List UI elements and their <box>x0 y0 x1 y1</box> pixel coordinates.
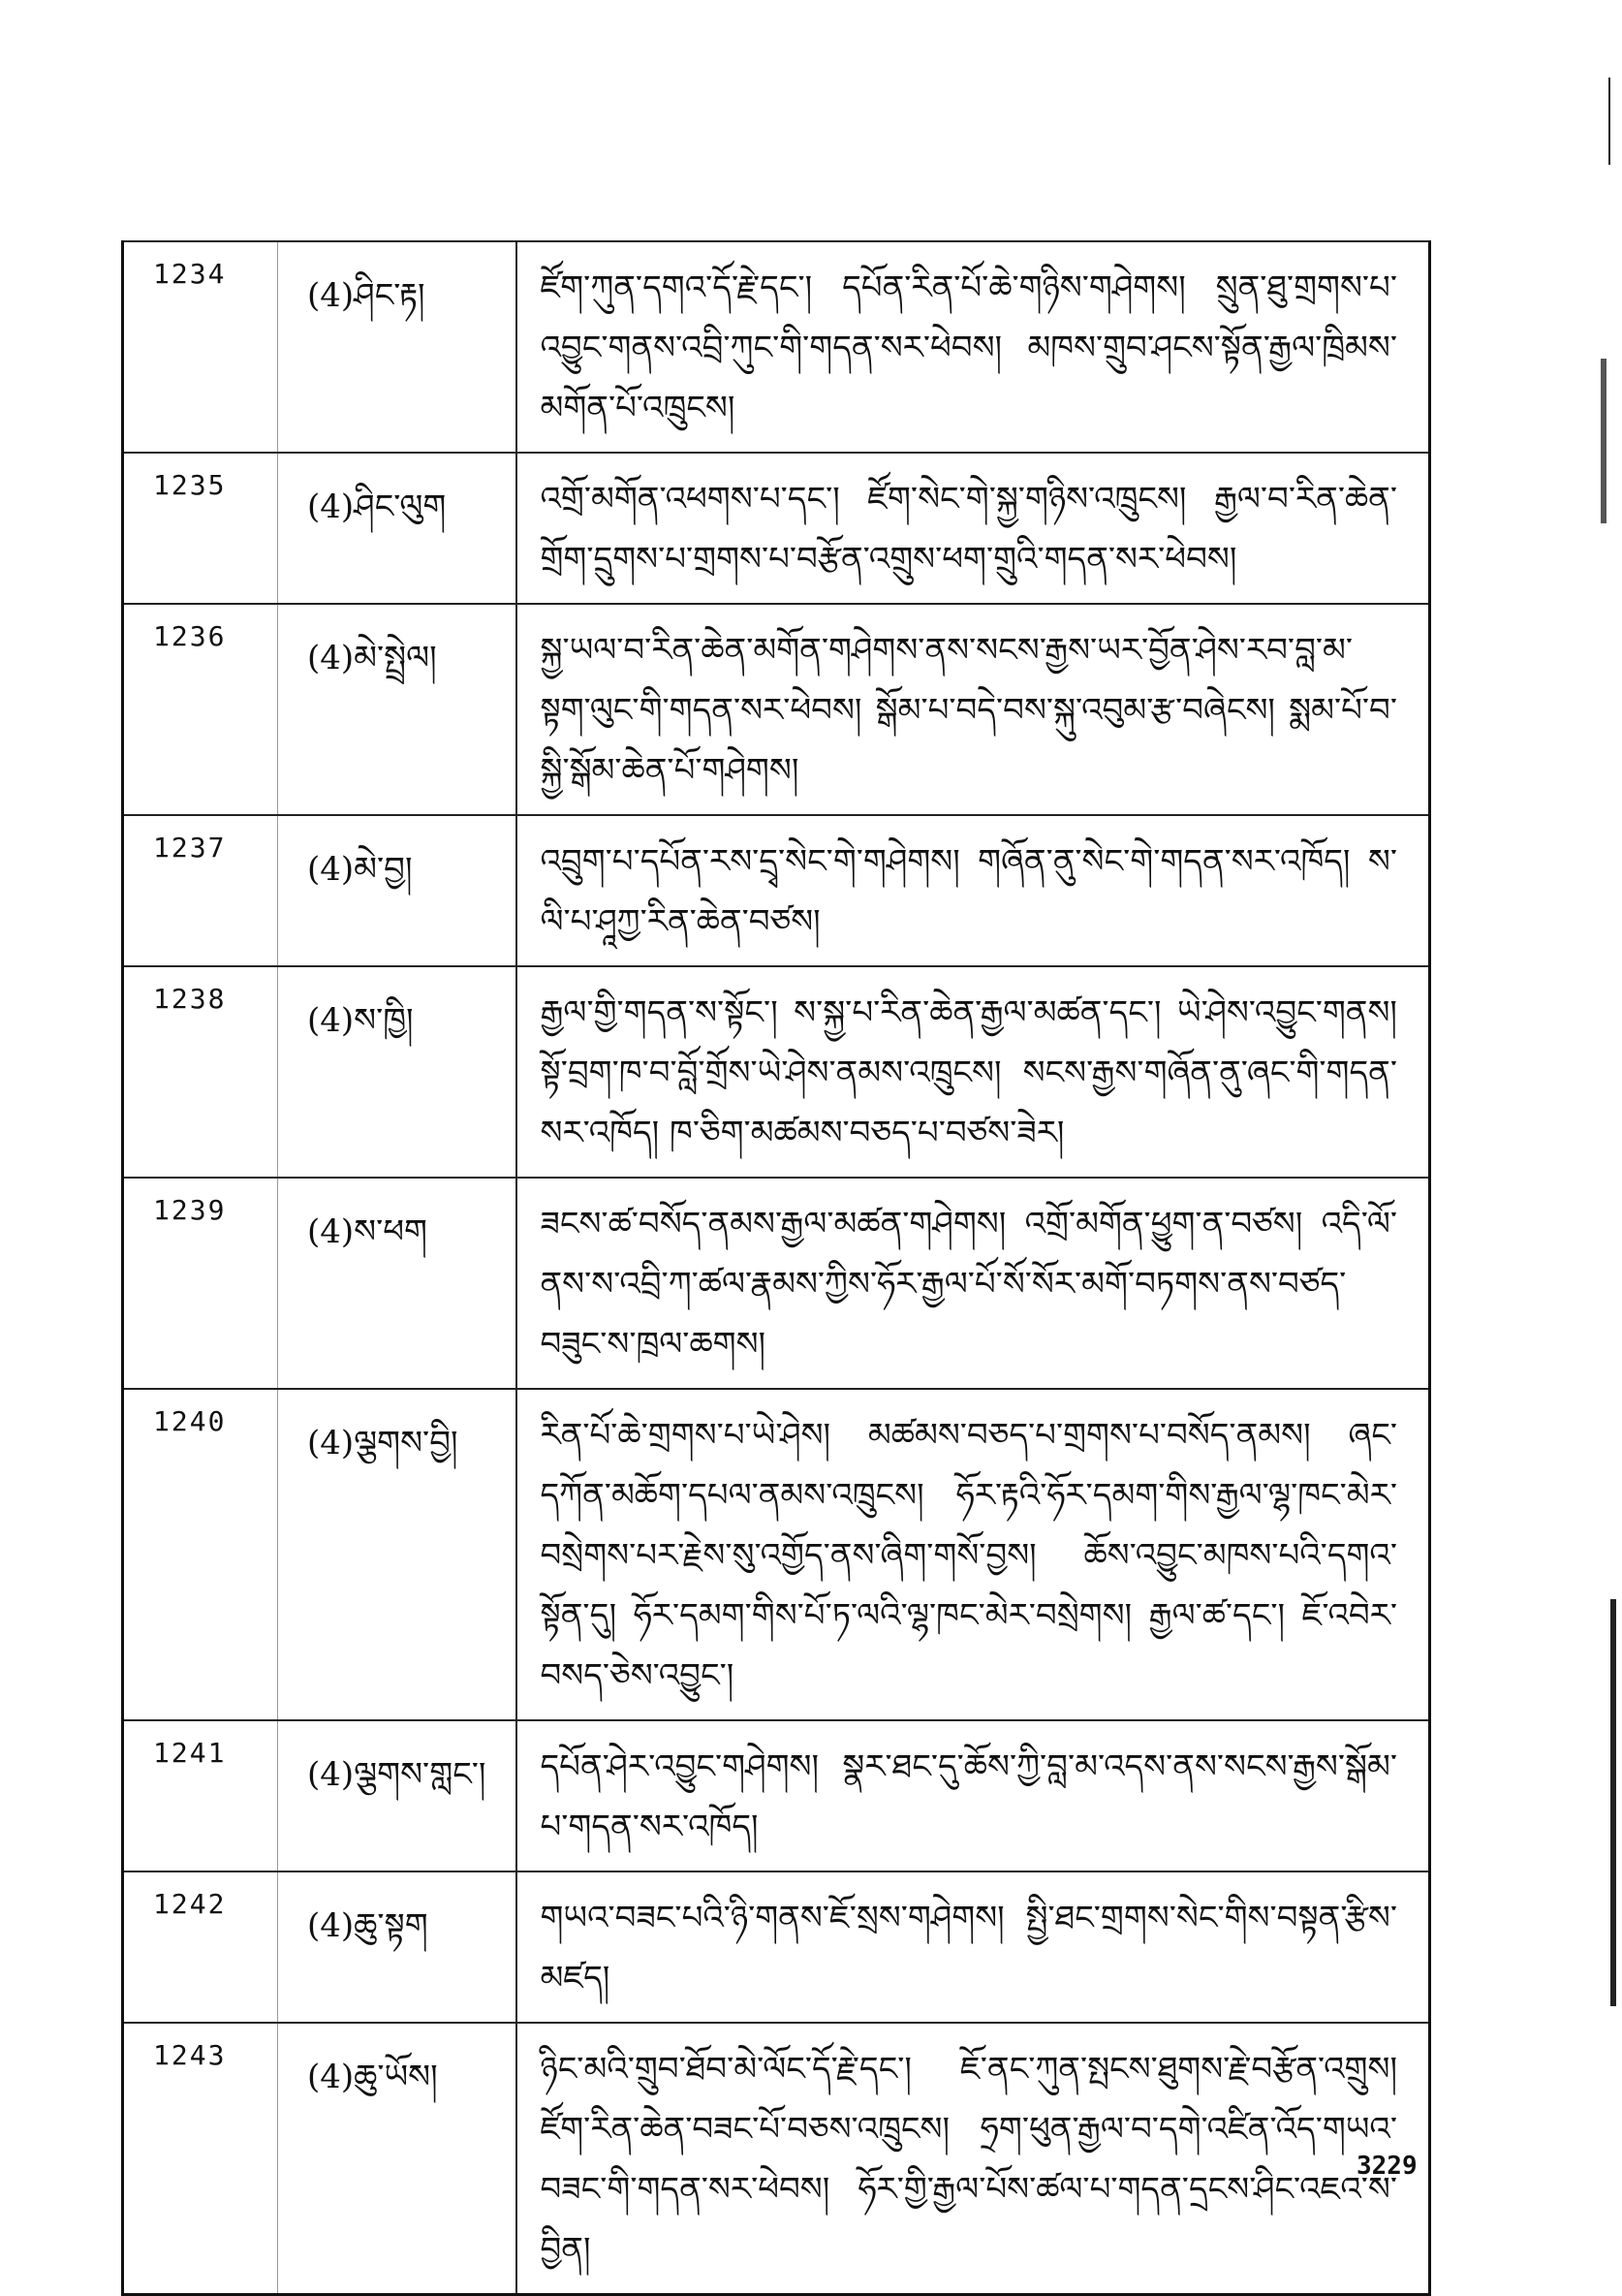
entry-description: རྒྱལ་གྱི་གདན་ས་སྟོང་། ས་སྐྱ་པ་རིན་ཆེན་རྒྱལ་མཚན་དང་། ཡེ་ཤེས་འབྱུང་གནས། སྟོ་བྲག་ཁ་བ་བློ་གྲོས་ཡེ་ཤེས་ནམས་འཁྲུངས། སངས་རྒྱས་གཞོན་ནུ་ཞང་གི་གདན་སར་འཁོད། ཁ་ཅིག་མཚམས་བཅད་པ་བཙས་ཟེར། <box>516 966 1430 1178</box>
entry-number: 1241 <box>123 1720 278 1871</box>
table-row <box>123 2023 1430 2295</box>
chronology-table <box>121 240 1431 2296</box>
entry-year-title: (4)མེ་བྱ། <box>278 815 516 966</box>
entry-year-title: (4)མེ་སྤྲེལ། <box>278 604 516 815</box>
entry-year-title: (4)ལྕགས་བྱི། <box>278 1389 516 1720</box>
table-row <box>123 604 1430 815</box>
entry-description: འགྲོ་མགོན་འཕགས་པ་དང་། ཛོག་སེང་གེ་སྐྱ་གཉིས་འཁྲུངས། རྒྱལ་བ་རིན་ཆེན་གྲོག་དྲུགས་པ་གྲགས་པ་བརྩོན་འགྲུས་ཕག་གྲུའི་གདན་སར་ཕེབས། <box>516 453 1430 604</box>
table-row <box>123 966 1430 1178</box>
entry-description: གཡའ་བཟང་པའི་ཉི་གནས་ཇོ་སྲས་གཤེགས། སྤྱི་ཐང་གྲགས་སེང་གིས་བསྟན་རྩིས་མཛད། <box>516 1871 1430 2023</box>
entry-number: 1240 <box>123 1389 278 1720</box>
table-row <box>123 1389 1430 1720</box>
entry-description: ཉིང་མའི་གྲུབ་ཐོབ་མེ་ལོང་དོ་རྗེ་དང་། ཇོ་ནང་ཀུན་སྤངས་ཐུགས་རྗེ་བརྩོན་འགྲུས། ཛོག་རིན་ཆེན་བཟང་པོ་བཅས་འཁྲུངས། ཧྲག་ཕུན་རྒྱལ་བ་དགེ་འཛིན་འོད་གཡའ་བཟང་གི་གདན་སར་ཕེབས། ཧོར་གྱི་རྒྱལ་པོས་ཚལ་པ་གདན་དྲངས་ཤིང་འཇའ་ས་བྱིན། <box>516 2023 1430 2295</box>
entry-number: 1242 <box>123 1871 278 2023</box>
scan-mark-top <box>1608 78 1610 165</box>
entry-description: སྐྱ་ཡལ་བ་རིན་ཆེན་མགོན་གཤེགས་ནས་སངས་རྒྱས་ཡར་བྱོན་ཤེས་རབ་བླ་མ་སྟག་ལུང་གི་གདན་སར་ཕེབས། སྒོམ་པ་བདེ་བས་སྐུ་འབུམ་རྩ་བཞེངས། སྨམ་པོ་བ་སྐྱི་སྒོམ་ཆེན་པོ་གཤེགས། <box>516 604 1430 815</box>
entry-year-title: (4)ཆུ་སྟག <box>278 1871 516 2023</box>
table-row <box>123 241 1430 453</box>
entry-year-title: (4)ཆུ་ཡོས། <box>278 2023 516 2295</box>
scan-mark-bottom <box>1610 1599 1616 2006</box>
entry-year-title: (4)ས་ཕག <box>278 1178 516 1389</box>
entry-number: 1236 <box>123 604 278 815</box>
table-row <box>123 1871 1430 2023</box>
page-number: 3229 <box>1357 2152 1418 2181</box>
entry-number: 1234 <box>123 241 278 453</box>
entry-year-title: (4)ལྕགས་གླང་། <box>278 1720 516 1871</box>
entry-year-title: (4)ས་ཁྱི། <box>278 966 516 1178</box>
entry-description: ཛོག་ཀུན་དགའ་དོ་རྗེ་དང་། དཔོན་རིན་པོ་ཆེ་གཉིས་གཤེགས། སྲུན་ཐུ་གྲགས་པ་འབྱུང་གནས་འབྲི་ཀུང་གི་གདན་སར་ཕེབས། མཁས་གྲུབ་ཤངས་སྟོན་རྒྱལ་ཁྲིམས་མགོན་པོ་འཁྲུངས། <box>516 241 1430 453</box>
entry-number: 1243 <box>123 2023 278 2295</box>
table-row <box>123 815 1430 966</box>
entry-description: ཟངས་ཚ་བསོད་ནམས་རྒྱལ་མཚན་གཤེགས། འགྲོ་མགོན་ཕྱུག་ན་བཙས། འདི་ལོ་ནས་ས་འབྲི་ཀ་ཚལ་རྣམས་ཀྱིས་ཧོར་རྒྱལ་པོ་སོ་སོར་མགོ་བཏགས་ནས་བཙད་བཟུང་ས་ཁྲལ་ཆགས། <box>516 1178 1430 1389</box>
entry-number: 1239 <box>123 1178 278 1389</box>
table-row <box>123 1720 1430 1871</box>
entry-number: 1235 <box>123 453 278 604</box>
entry-description: དཔོན་ཤེར་འབྱུང་གཤེགས། སྣར་ཐང་དུ་ཆོས་ཀྱི་བླ་མ་འདས་ནས་སངས་རྒྱས་སྒོམ་པ་གདན་སར་འཁོད། <box>516 1720 1430 1871</box>
entry-description: འབྲུག་པ་དཔོན་རས་དྲྭ་སེང་གེ་གཤེགས། གཞོན་ནུ་སེང་གེ་གདན་སར་འཁོད། ས་ལི་པ་ཤཱཀྱ་རིན་ཆེན་བཙས། <box>516 815 1430 966</box>
entry-description: རིན་པོ་ཆེ་གྲགས་པ་ཡེ་ཤེས། མཚམས་བཅད་པ་གྲགས་པ་བསོད་ནམས། ཞང་དཀོན་མཆོག་དཔལ་ནམས་འཁྲུངས། ཧོར་རྟའི་ཧོར་དམག་གིས་རྒྱལ་ལྷ་ཁང་མེར་བསྲེགས་པར་རྗེས་སུ་འགྱོད་ནས་ཞིག་གསོ་བྱས། ཆོས་འབྱུང་མཁས་པའི་དགའ་སྟོན་དུ། ཧོར་དམག་གིས་པོ་ཏ་ལའི་ལྷ་ཁང་མེར་བསྲེགས། རྒྱལ་ཚ་དང་། ཇོ་འབེར་བསད་ཅེས་འབྱུང་། <box>516 1389 1430 1720</box>
entry-number: 1237 <box>123 815 278 966</box>
scan-mark-middle <box>1601 359 1606 523</box>
entry-number: 1238 <box>123 966 278 1178</box>
table-row <box>123 453 1430 604</box>
entry-year-title: (4)ཤིང་ལུག <box>278 453 516 604</box>
table-row <box>123 1178 1430 1389</box>
entry-year-title: (4)ཤིང་རྟ། <box>278 241 516 453</box>
